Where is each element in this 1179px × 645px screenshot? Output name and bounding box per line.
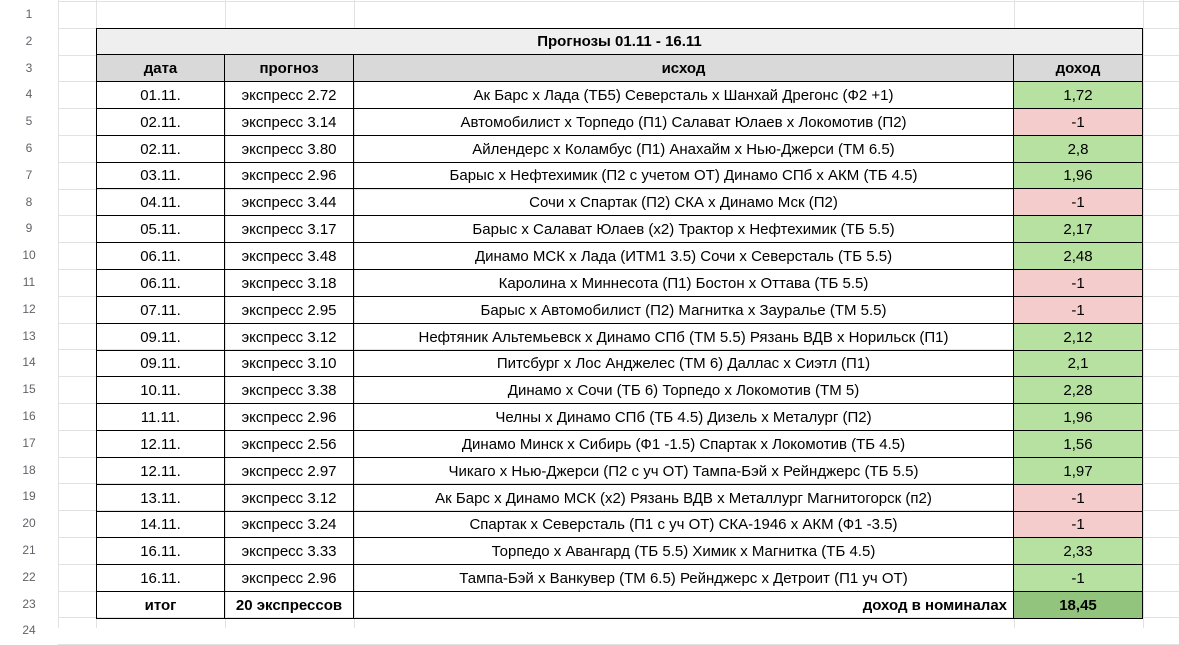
income-cell[interactable]: 2,8 [1014, 136, 1143, 163]
total-income-label-cell[interactable]: доход в номиналах [354, 592, 1014, 619]
outcome-cell[interactable]: Динамо МСК х Лада (ИТМ1 3.5) Сочи х Северсталь (ТБ 5.5) [354, 243, 1014, 270]
row-number[interactable]: 15 [0, 376, 58, 403]
total-label-cell[interactable]: итог [96, 592, 225, 619]
outcome-cell[interactable]: Барыс х Нефтехимик (П2 с учетом ОТ) Динамо СПб х АКМ (ТБ 4.5) [354, 163, 1014, 189]
row-number[interactable]: 10 [0, 242, 58, 269]
date-cell[interactable]: 05.11. [96, 216, 225, 243]
row-number[interactable]: 5 [0, 108, 58, 135]
outcome-cell[interactable]: Нефтяник Альтемьевск х Динамо СПб (ТМ 5.5) Рязань ВДВ х Норильск (П1) [354, 324, 1014, 351]
income-cell[interactable]: 2,12 [1014, 324, 1143, 351]
outcome-cell[interactable]: Айлендерс х Коламбус (П1) Анахайм х Нью-Джерси (ТМ 6.5) [354, 136, 1014, 163]
outcome-cell[interactable]: Торпедо х Авангард (ТБ 5.5) Химик х Магнитка (ТБ 4.5) [354, 538, 1014, 565]
date-cell[interactable]: 12.11. [96, 431, 225, 458]
income-cell[interactable]: 2,33 [1014, 538, 1143, 565]
date-cell[interactable]: 02.11. [96, 136, 225, 163]
row-number[interactable]: 2 [0, 28, 58, 55]
income-cell[interactable]: 1,96 [1014, 163, 1143, 189]
income-cell[interactable]: 1,72 [1014, 82, 1143, 109]
forecast-cell[interactable]: экспресс 3.48 [225, 243, 354, 270]
date-cell[interactable]: 16.11. [96, 538, 225, 565]
row-number[interactable]: 19 [0, 483, 58, 510]
forecast-cell[interactable]: экспресс 3.14 [225, 109, 354, 136]
date-cell[interactable]: 03.11. [96, 163, 225, 189]
income-cell[interactable]: 2,1 [1014, 351, 1143, 377]
grid-column-line [1143, 0, 1144, 628]
row-number[interactable]: 16 [0, 403, 58, 430]
date-cell[interactable]: 12.11. [96, 458, 225, 485]
outcome-cell[interactable]: Автомобилист х Торпедо (П1) Салават Юлаев х Локомотив (П2) [354, 109, 1014, 136]
forecast-cell[interactable]: экспресс 2.96 [225, 404, 354, 431]
outcome-cell[interactable]: Ак Барс х Лада (ТБ5) Северсталь х Шанхай Дрегонс (Ф2 +1) [354, 82, 1014, 109]
header-outcome[interactable]: исход [354, 55, 1014, 82]
header-forecast[interactable]: прогноз [225, 55, 354, 82]
income-cell[interactable]: -1 [1014, 270, 1143, 297]
forecast-cell[interactable]: экспресс 3.10 [225, 351, 354, 377]
header-date[interactable]: дата [96, 55, 225, 82]
outcome-cell[interactable]: Барыс х Автомобилист (П2) Магнитка х Зауралье (ТМ 5.5) [354, 297, 1014, 324]
outcome-cell[interactable]: Челны х Динамо СПб (ТБ 4.5) Дизель х Металург (П2) [354, 404, 1014, 431]
forecast-cell[interactable]: экспресс 2.72 [225, 82, 354, 109]
outcome-cell[interactable]: Сочи х Спартак (П2) СКА х Динамо Мск (П2) [354, 189, 1014, 216]
date-cell[interactable]: 06.11. [96, 270, 225, 297]
income-cell[interactable]: 2,28 [1014, 377, 1143, 404]
forecast-cell[interactable]: экспресс 3.24 [225, 512, 354, 538]
row-number[interactable]: 17 [0, 430, 58, 457]
row-number[interactable]: 3 [0, 55, 58, 82]
header-income[interactable]: доход [1014, 55, 1143, 82]
date-cell[interactable]: 10.11. [96, 377, 225, 404]
outcome-cell[interactable]: Динамо Минск х Сибирь (Ф1 -1.5) Спартак х Локомотив (ТБ 4.5) [354, 431, 1014, 458]
outcome-cell[interactable]: Каролина х Миннесота (П1) Бостон х Оттава (ТБ 5.5) [354, 270, 1014, 297]
outcome-cell[interactable]: Питсбург х Лос Анджелес (ТМ 6) Даллас х Сиэтл (П1) [354, 351, 1014, 377]
date-cell[interactable]: 11.11. [96, 404, 225, 431]
row-number[interactable]: 9 [0, 215, 58, 242]
outcome-cell[interactable]: Динамо х Сочи (ТБ 6) Торпедо х Локомотив (ТМ 5) [354, 377, 1014, 404]
income-cell[interactable]: -1 [1014, 189, 1143, 216]
forecast-cell[interactable]: экспресс 2.96 [225, 163, 354, 189]
forecast-cell[interactable]: экспресс 2.97 [225, 458, 354, 485]
forecast-cell[interactable]: экспресс 3.33 [225, 538, 354, 565]
date-cell[interactable]: 09.11. [96, 324, 225, 351]
forecast-cell[interactable]: экспресс 3.12 [225, 485, 354, 512]
income-cell[interactable]: -1 [1014, 109, 1143, 136]
forecast-cell[interactable]: экспресс 2.56 [225, 431, 354, 458]
income-cell[interactable]: -1 [1014, 297, 1143, 324]
row-number[interactable]: 12 [0, 296, 58, 323]
row-number[interactable]: 13 [0, 323, 58, 350]
table-title-cell[interactable]: Прогнозы 01.11 - 16.11 [96, 28, 1143, 55]
date-cell[interactable]: 14.11. [96, 512, 225, 538]
outcome-cell[interactable]: Чикаго х Нью-Джерси (П2 с уч ОТ) Тампа-Бэй х Рейнджерс (ТБ 5.5) [354, 458, 1014, 485]
date-cell[interactable]: 04.11. [96, 189, 225, 216]
row-number[interactable]: 20 [0, 510, 58, 537]
outcome-cell[interactable]: Спартак х Северсталь (П1 с уч ОТ) СКА-1946 х АКМ (Ф1 -3.5) [354, 512, 1014, 538]
row-number[interactable]: 4 [0, 81, 58, 108]
forecast-cell[interactable]: экспресс 3.38 [225, 377, 354, 404]
date-cell[interactable]: 09.11. [96, 351, 225, 377]
date-cell[interactable]: 02.11. [96, 109, 225, 136]
income-cell[interactable]: -1 [1014, 485, 1143, 512]
income-cell[interactable]: 1,96 [1014, 404, 1143, 431]
row-number[interactable]: 18 [0, 457, 58, 484]
row-number[interactable]: 23 [0, 591, 58, 618]
row-number[interactable]: 11 [0, 269, 58, 296]
forecast-cell[interactable]: экспресс 3.44 [225, 189, 354, 216]
row-number[interactable]: 8 [0, 189, 58, 216]
row-number[interactable]: 22 [0, 564, 58, 591]
row-number[interactable]: 14 [0, 349, 58, 376]
total-income-value-cell[interactable]: 18,45 [1014, 592, 1143, 619]
forecast-cell[interactable]: экспресс 3.80 [225, 136, 354, 163]
date-cell[interactable]: 07.11. [96, 297, 225, 324]
date-cell[interactable]: 01.11. [96, 82, 225, 109]
date-cell[interactable]: 13.11. [96, 485, 225, 512]
income-cell[interactable]: 1,97 [1014, 458, 1143, 485]
income-cell[interactable]: 2,17 [1014, 216, 1143, 243]
row-number[interactable]: 1 [0, 1, 58, 28]
forecast-cell[interactable]: экспресс 2.95 [225, 297, 354, 324]
forecast-cell[interactable]: экспресс 3.12 [225, 324, 354, 351]
row-number[interactable]: 6 [0, 135, 58, 162]
outcome-cell[interactable]: Барыс х Салават Юлаев (х2) Трактор х Нефтехимик (ТБ 5.5) [354, 216, 1014, 243]
row-number[interactable]: 21 [0, 537, 58, 564]
total-count-cell[interactable]: 20 экспрессов [225, 592, 354, 619]
row-number[interactable]: 24 [0, 617, 58, 644]
outcome-cell[interactable]: Тампа-Бэй х Ванкувер (ТМ 6.5) Рейнджерс х Детроит (П1 уч ОТ) [354, 565, 1014, 592]
forecast-cell[interactable]: экспресс 3.17 [225, 216, 354, 243]
income-cell[interactable]: 2,48 [1014, 243, 1143, 270]
date-cell[interactable]: 06.11. [96, 243, 225, 270]
forecast-cell[interactable]: экспресс 2.96 [225, 565, 354, 592]
date-cell[interactable]: 16.11. [96, 565, 225, 592]
income-cell[interactable]: -1 [1014, 565, 1143, 592]
forecast-cell[interactable]: экспресс 3.18 [225, 270, 354, 297]
row-number[interactable]: 7 [0, 162, 58, 189]
income-cell[interactable]: -1 [1014, 512, 1143, 538]
income-cell[interactable]: 1,56 [1014, 431, 1143, 458]
grid-row-line [58, 1, 1179, 2]
outcome-cell[interactable]: Ак Барс х Динамо МСК (х2) Рязань ВДВ х Металлург Магнитогорск (п2) [354, 485, 1014, 512]
